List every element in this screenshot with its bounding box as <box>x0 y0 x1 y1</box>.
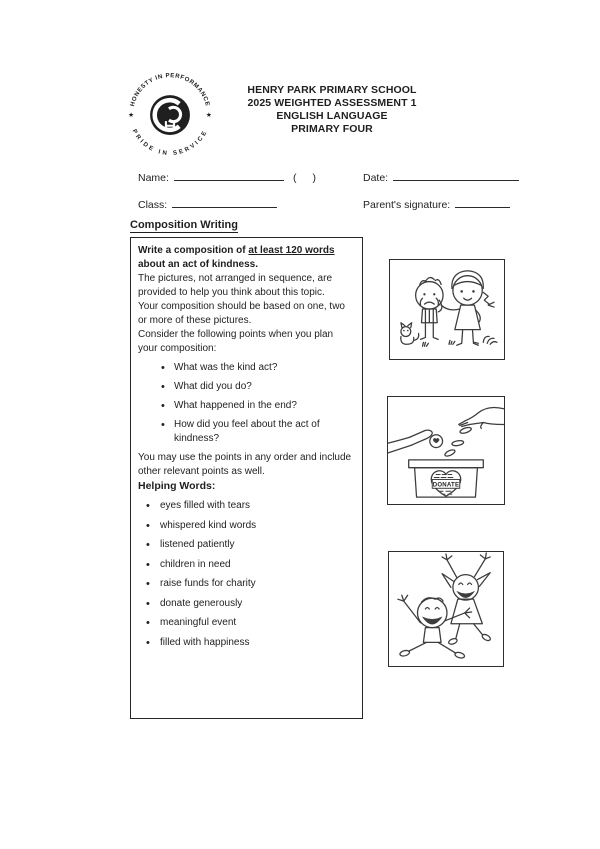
parent-signature-label: Parent's signature: <box>363 199 451 211</box>
header <box>230 84 434 136</box>
helping-word-text: eyes filled with tears <box>160 500 251 511</box>
helping-word <box>160 538 355 552</box>
prompt-emphasis: at least 120 words <box>248 245 335 256</box>
planning-point-text: What happened in the end? <box>174 400 297 411</box>
helping-words-title: Helping Words: <box>138 480 216 492</box>
helping-word <box>160 519 355 533</box>
planning-point-text: How did you feel about the act of kindness? <box>174 419 320 444</box>
pictures-note-2: Your composition should be based on one, two or more of these pictures. <box>138 301 345 326</box>
paren-close: ) <box>312 172 316 184</box>
planning-point-text: What did you do? <box>174 381 252 392</box>
pictures-note-1: The pictures, not arranged in sequence, are provided to help you think about this topic. <box>138 273 333 298</box>
prompt-suffix: about an act of kindness. <box>138 259 259 270</box>
helping-word <box>160 616 355 630</box>
date-field <box>363 170 519 184</box>
donation-scene-illustration <box>388 397 504 504</box>
helping-word <box>160 597 355 611</box>
parent-signature-line <box>455 197 510 208</box>
logo-motto-bottom: PRIDE IN SERVICE <box>130 128 210 158</box>
level-title: PRIMARY FOUR <box>291 123 373 135</box>
name-label: Name: <box>138 172 169 184</box>
logo-motto-top: HONESTY IN PERFORMANCE <box>128 72 211 108</box>
subject-title: ENGLISH LANGUAGE <box>276 110 388 122</box>
order-note: You may use the points in any order and include other relevant points as well. <box>138 452 352 477</box>
helping-word <box>160 499 355 513</box>
consider-intro: Consider the following points when you plan your composition: <box>138 329 334 354</box>
planning-point <box>174 361 355 375</box>
school-logo <box>126 70 214 158</box>
celebration-scene-illustration <box>389 552 503 666</box>
class-line <box>172 197 277 208</box>
helping-word-text: filled with happiness <box>160 636 250 648</box>
helping-word-text: meaningful event <box>160 617 237 628</box>
helping-word-text: whispered kind words <box>160 519 257 531</box>
star-right-icon: ★ <box>205 112 212 120</box>
helping-word <box>160 636 355 650</box>
planning-point <box>174 399 355 413</box>
school-name: HENRY PARK PRIMARY SCHOOL <box>247 84 417 96</box>
planning-point <box>174 380 355 394</box>
star-left-icon: ★ <box>128 112 135 120</box>
picture-frame-3 <box>388 551 504 667</box>
picture-frame-1 <box>389 259 505 360</box>
planning-point-text: What was the kind act? <box>174 362 278 373</box>
assessment-title: 2025 WEIGHTED ASSESSMENT 1 <box>247 97 417 109</box>
logo-emblem-icon <box>150 95 190 135</box>
planning-point <box>174 418 355 446</box>
name-line <box>174 170 284 181</box>
section-title: Composition Writing <box>130 219 238 231</box>
helping-word-text: listened patiently <box>160 539 235 550</box>
date-line <box>393 170 519 181</box>
helping-word <box>160 577 355 591</box>
helping-words-list <box>138 499 355 650</box>
picture-frame-2 <box>387 396 505 505</box>
helping-word-text: children in need <box>160 558 231 570</box>
helping-word <box>160 558 355 572</box>
planning-points-list <box>138 361 355 446</box>
donate-label: DONATE <box>432 481 460 489</box>
composition-prompt <box>138 244 355 272</box>
helping-word-text: donate generously <box>160 597 243 609</box>
paren-open: ( <box>292 172 297 184</box>
task-box <box>130 237 363 719</box>
parent-signature-field <box>363 197 510 211</box>
coin-heart-icon <box>433 438 439 443</box>
helping-word-text: raise funds for charity <box>160 578 256 589</box>
comfort-scene-illustration <box>390 260 504 359</box>
prompt-prefix: Write a composition of <box>138 245 249 256</box>
class-field <box>138 197 277 211</box>
class-label: Class: <box>138 199 168 211</box>
name-field <box>138 170 316 184</box>
date-label: Date: <box>363 172 389 184</box>
